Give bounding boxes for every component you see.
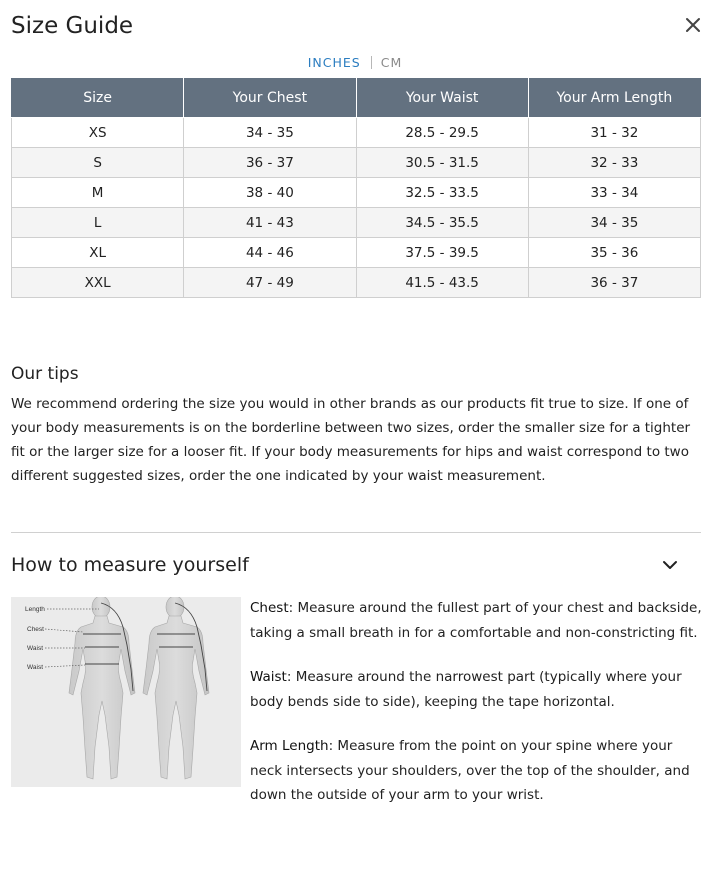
table-row — [12, 208, 701, 238]
table-cell: L — [12, 208, 184, 238]
arm-length-text: Measure from the point on your spine where your neck intersects your shoulders, over the top of the shoulder, and down the outside of your arm to your wrist. — [250, 738, 690, 803]
table-header-row — [12, 79, 701, 118]
figure-label-waist: Waist — [27, 645, 44, 652]
measure-heading: How to measure yourself — [11, 554, 249, 576]
table-cell: 34 - 35 — [184, 118, 356, 148]
table-row — [12, 268, 701, 298]
chevron-down-icon — [661, 556, 679, 574]
unit-separator — [371, 56, 372, 69]
header-chest: Your Chest — [184, 79, 356, 118]
table-cell: 31 - 32 — [528, 118, 700, 148]
table-cell: 32.5 - 33.5 — [356, 178, 528, 208]
section-divider — [11, 532, 701, 533]
tips-heading: Our tips — [11, 364, 79, 384]
table-cell: 34.5 - 35.5 — [356, 208, 528, 238]
figure-label-chest: Chest — [27, 626, 44, 633]
table-row — [12, 118, 701, 148]
table-cell: 28.5 - 29.5 — [356, 118, 528, 148]
arm-length-term: Arm Length — [250, 738, 329, 754]
unit-toggle — [0, 53, 710, 72]
back-figure — [143, 597, 209, 779]
chest-term: Chest — [250, 600, 289, 616]
table-cell: 30.5 - 31.5 — [356, 148, 528, 178]
unit-inches-button[interactable]: INCHES — [307, 54, 361, 70]
table-cell: M — [12, 178, 184, 208]
header-arm-length: Your Arm Length — [528, 79, 700, 118]
chest-instruction: Chest: Measure around the fullest part of your chest and backside, taking a small breath in for a comfortable and non-constricting fit. — [250, 600, 702, 641]
table-cell: 41.5 - 43.5 — [356, 268, 528, 298]
unit-cm-button[interactable]: CM — [380, 54, 403, 70]
waist-instruction: Waist: Measure around the narrowest part (typically where your body bends side to side), keeping the tape horizontal. — [250, 669, 682, 710]
table-cell: 41 - 43 — [184, 208, 356, 238]
front-figure — [69, 597, 135, 779]
body-measurement-figure — [11, 597, 241, 787]
table-row — [12, 238, 701, 268]
header-waist: Your Waist — [356, 79, 528, 118]
arm-length-instruction: Arm Length: Measure from the point on your spine where your neck intersects your shoulders, over the top of the shoulder, and down the outside of your arm to your wrist. — [250, 738, 690, 803]
modal-header — [11, 10, 706, 42]
table-cell: XL — [12, 238, 184, 268]
measure-accordion-toggle[interactable] — [11, 550, 701, 580]
body-figure-illustration — [11, 597, 241, 787]
table-cell: 37.5 - 39.5 — [356, 238, 528, 268]
table-cell: 47 - 49 — [184, 268, 356, 298]
table-cell: XS — [12, 118, 184, 148]
table-cell: S — [12, 148, 184, 178]
table-cell: 38 - 40 — [184, 178, 356, 208]
table-cell: 36 - 37 — [184, 148, 356, 178]
table-cell: XXL — [12, 268, 184, 298]
modal-title: Size Guide — [11, 13, 134, 39]
size-table — [11, 78, 701, 298]
table-cell: 33 - 34 — [528, 178, 700, 208]
tips-text: We recommend ordering the size you would in other brands as our products fit true to size. If one of your body measurements is on the borderline between two sizes, order the smaller size for a tighter fit or the larger size for a looser fit. If your body measurements for hips and waist correspond to two different suggested sizes, order the one indicated by your waist measurement. — [11, 396, 691, 484]
table-cell: 36 - 37 — [528, 268, 700, 298]
waist-text: Measure around the narrowest part (typically where your body bends side to side), keeping the tape horizontal. — [250, 669, 682, 710]
header-size: Size — [12, 79, 184, 118]
chest-text: Measure around the fullest part of your chest and backside, taking a small breath in for a comfortable and non-constricting fit. — [250, 600, 702, 641]
close-button[interactable] — [680, 12, 706, 38]
close-icon — [680, 12, 706, 38]
table-row — [12, 178, 701, 208]
table-cell: 44 - 46 — [184, 238, 356, 268]
measure-instructions — [250, 596, 705, 828]
waist-term: Waist — [250, 669, 287, 685]
table-cell: 34 - 35 — [528, 208, 700, 238]
figure-label-length: Length — [25, 606, 45, 613]
table-row — [12, 148, 701, 178]
table-cell: 32 - 33 — [528, 148, 700, 178]
table-cell: 35 - 36 — [528, 238, 700, 268]
figure-label-waist-lower: Waist — [27, 664, 44, 671]
